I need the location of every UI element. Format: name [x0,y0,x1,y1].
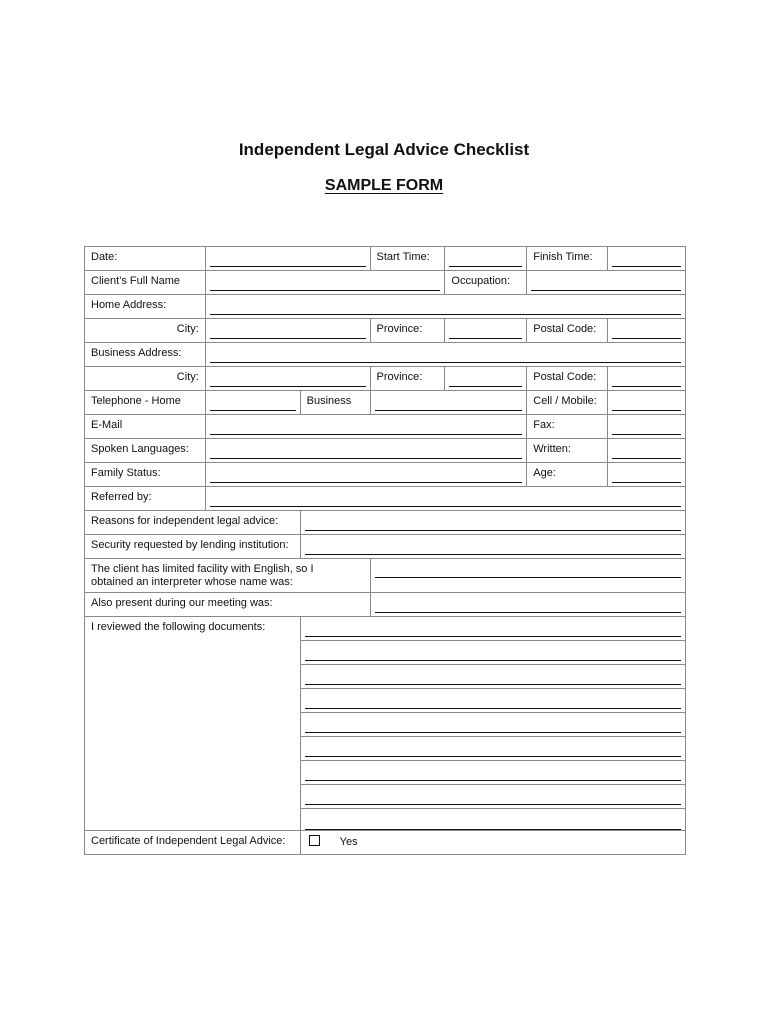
family-status-label: Family Status: [85,463,206,487]
document-line[interactable] [301,689,685,713]
form-subtitle: SAMPLE FORM [324,177,444,194]
document-line[interactable] [301,665,685,689]
occupation-label: Occupation: [445,271,527,295]
client-name-field[interactable] [206,271,446,295]
form-row-interpreter [85,559,686,593]
family-status-field[interactable] [206,463,527,487]
occupation-field[interactable] [527,271,686,295]
business-postal-code-label: Postal Code: [527,367,608,391]
reasons-field[interactable] [301,511,686,535]
document-line[interactable] [301,617,685,641]
fax-field[interactable] [608,415,686,439]
start-time-label: Start Time: [371,247,446,271]
form-row-certificate [85,831,686,855]
spoken-languages-field[interactable] [206,439,527,463]
date-label: Date: [85,247,206,271]
form-row-family-status [85,463,686,487]
form-row-also-present [85,593,686,617]
home-address-label: Home Address: [85,295,206,319]
document-line[interactable] [301,809,685,831]
document-line[interactable] [301,785,685,809]
business-address-label: Business Address: [85,343,206,367]
telephone-business-field[interactable] [371,391,528,415]
spoken-languages-label: Spoken Languages: [85,439,206,463]
form-row-reasons [85,511,686,535]
home-province-label: Province: [371,319,446,343]
referred-by-label: Referred by: [85,487,206,511]
business-province-label: Province: [371,367,446,391]
document-line[interactable] [301,713,685,737]
security-field[interactable] [301,535,686,559]
form-row-home-address [85,295,686,319]
written-label: Written: [527,439,608,463]
form-row-home-city [85,319,686,343]
form-row-documents [85,617,686,831]
telephone-home-field[interactable] [206,391,301,415]
telephone-business-label: Business [301,391,371,415]
document-line[interactable] [301,761,685,785]
interpreter-field[interactable] [371,559,686,593]
documents-field [301,617,686,831]
home-postal-code-field[interactable] [608,319,686,343]
form-title: Independent Legal Advice Checklist [238,140,530,159]
certificate-label: Certificate of Independent Legal Advice: [85,831,301,855]
certificate-field [301,831,686,855]
form-row-email [85,415,686,439]
home-postal-code-label: Postal Code: [527,319,608,343]
date-field[interactable] [206,247,371,271]
certificate-yes-label: Yes [339,836,358,848]
documents-label: I reviewed the following documents: [85,617,301,831]
document-line[interactable] [301,641,685,665]
form-row-client [85,271,686,295]
form-row-telephone [85,391,686,415]
form-row-languages [85,439,686,463]
home-address-field[interactable] [206,295,686,319]
email-label: E-Mail [85,415,206,439]
cell-mobile-field[interactable] [608,391,686,415]
business-address-field[interactable] [206,343,686,367]
checklist-form [84,246,686,855]
reasons-label: Reasons for independent legal advice: [85,511,301,535]
form-row-business-city [85,367,686,391]
written-field[interactable] [608,439,686,463]
client-name-label: Client’s Full Name [85,271,206,295]
certificate-checkbox[interactable] [309,835,320,846]
form-row-business-address [85,343,686,367]
start-time-field[interactable] [445,247,527,271]
cell-mobile-label: Cell / Mobile: [527,391,608,415]
age-label: Age: [527,463,608,487]
home-city-field[interactable] [206,319,371,343]
telephone-home-label: Telephone - Home [85,391,206,415]
document-line[interactable] [301,737,685,761]
form-row-referred-by [85,487,686,511]
business-postal-code-field[interactable] [608,367,686,391]
form-row-date [85,247,686,271]
also-present-label: Also present during our meeting was: [85,593,371,617]
email-field[interactable] [206,415,527,439]
security-label: Security requested by lending institution: [85,535,301,559]
interpreter-label: The client has limited facility with English, so I obtained an interpreter whose name was: [85,559,371,593]
also-present-field[interactable] [371,593,686,617]
fax-label: Fax: [527,415,608,439]
finish-time-label: Finish Time: [527,247,608,271]
business-city-label: City: [85,367,206,391]
business-province-field[interactable] [445,367,527,391]
form-row-security [85,535,686,559]
referred-by-field[interactable] [206,487,686,511]
home-city-label: City: [85,319,206,343]
home-province-field[interactable] [445,319,527,343]
age-field[interactable] [608,463,686,487]
finish-time-field[interactable] [608,247,686,271]
business-city-field[interactable] [206,367,371,391]
